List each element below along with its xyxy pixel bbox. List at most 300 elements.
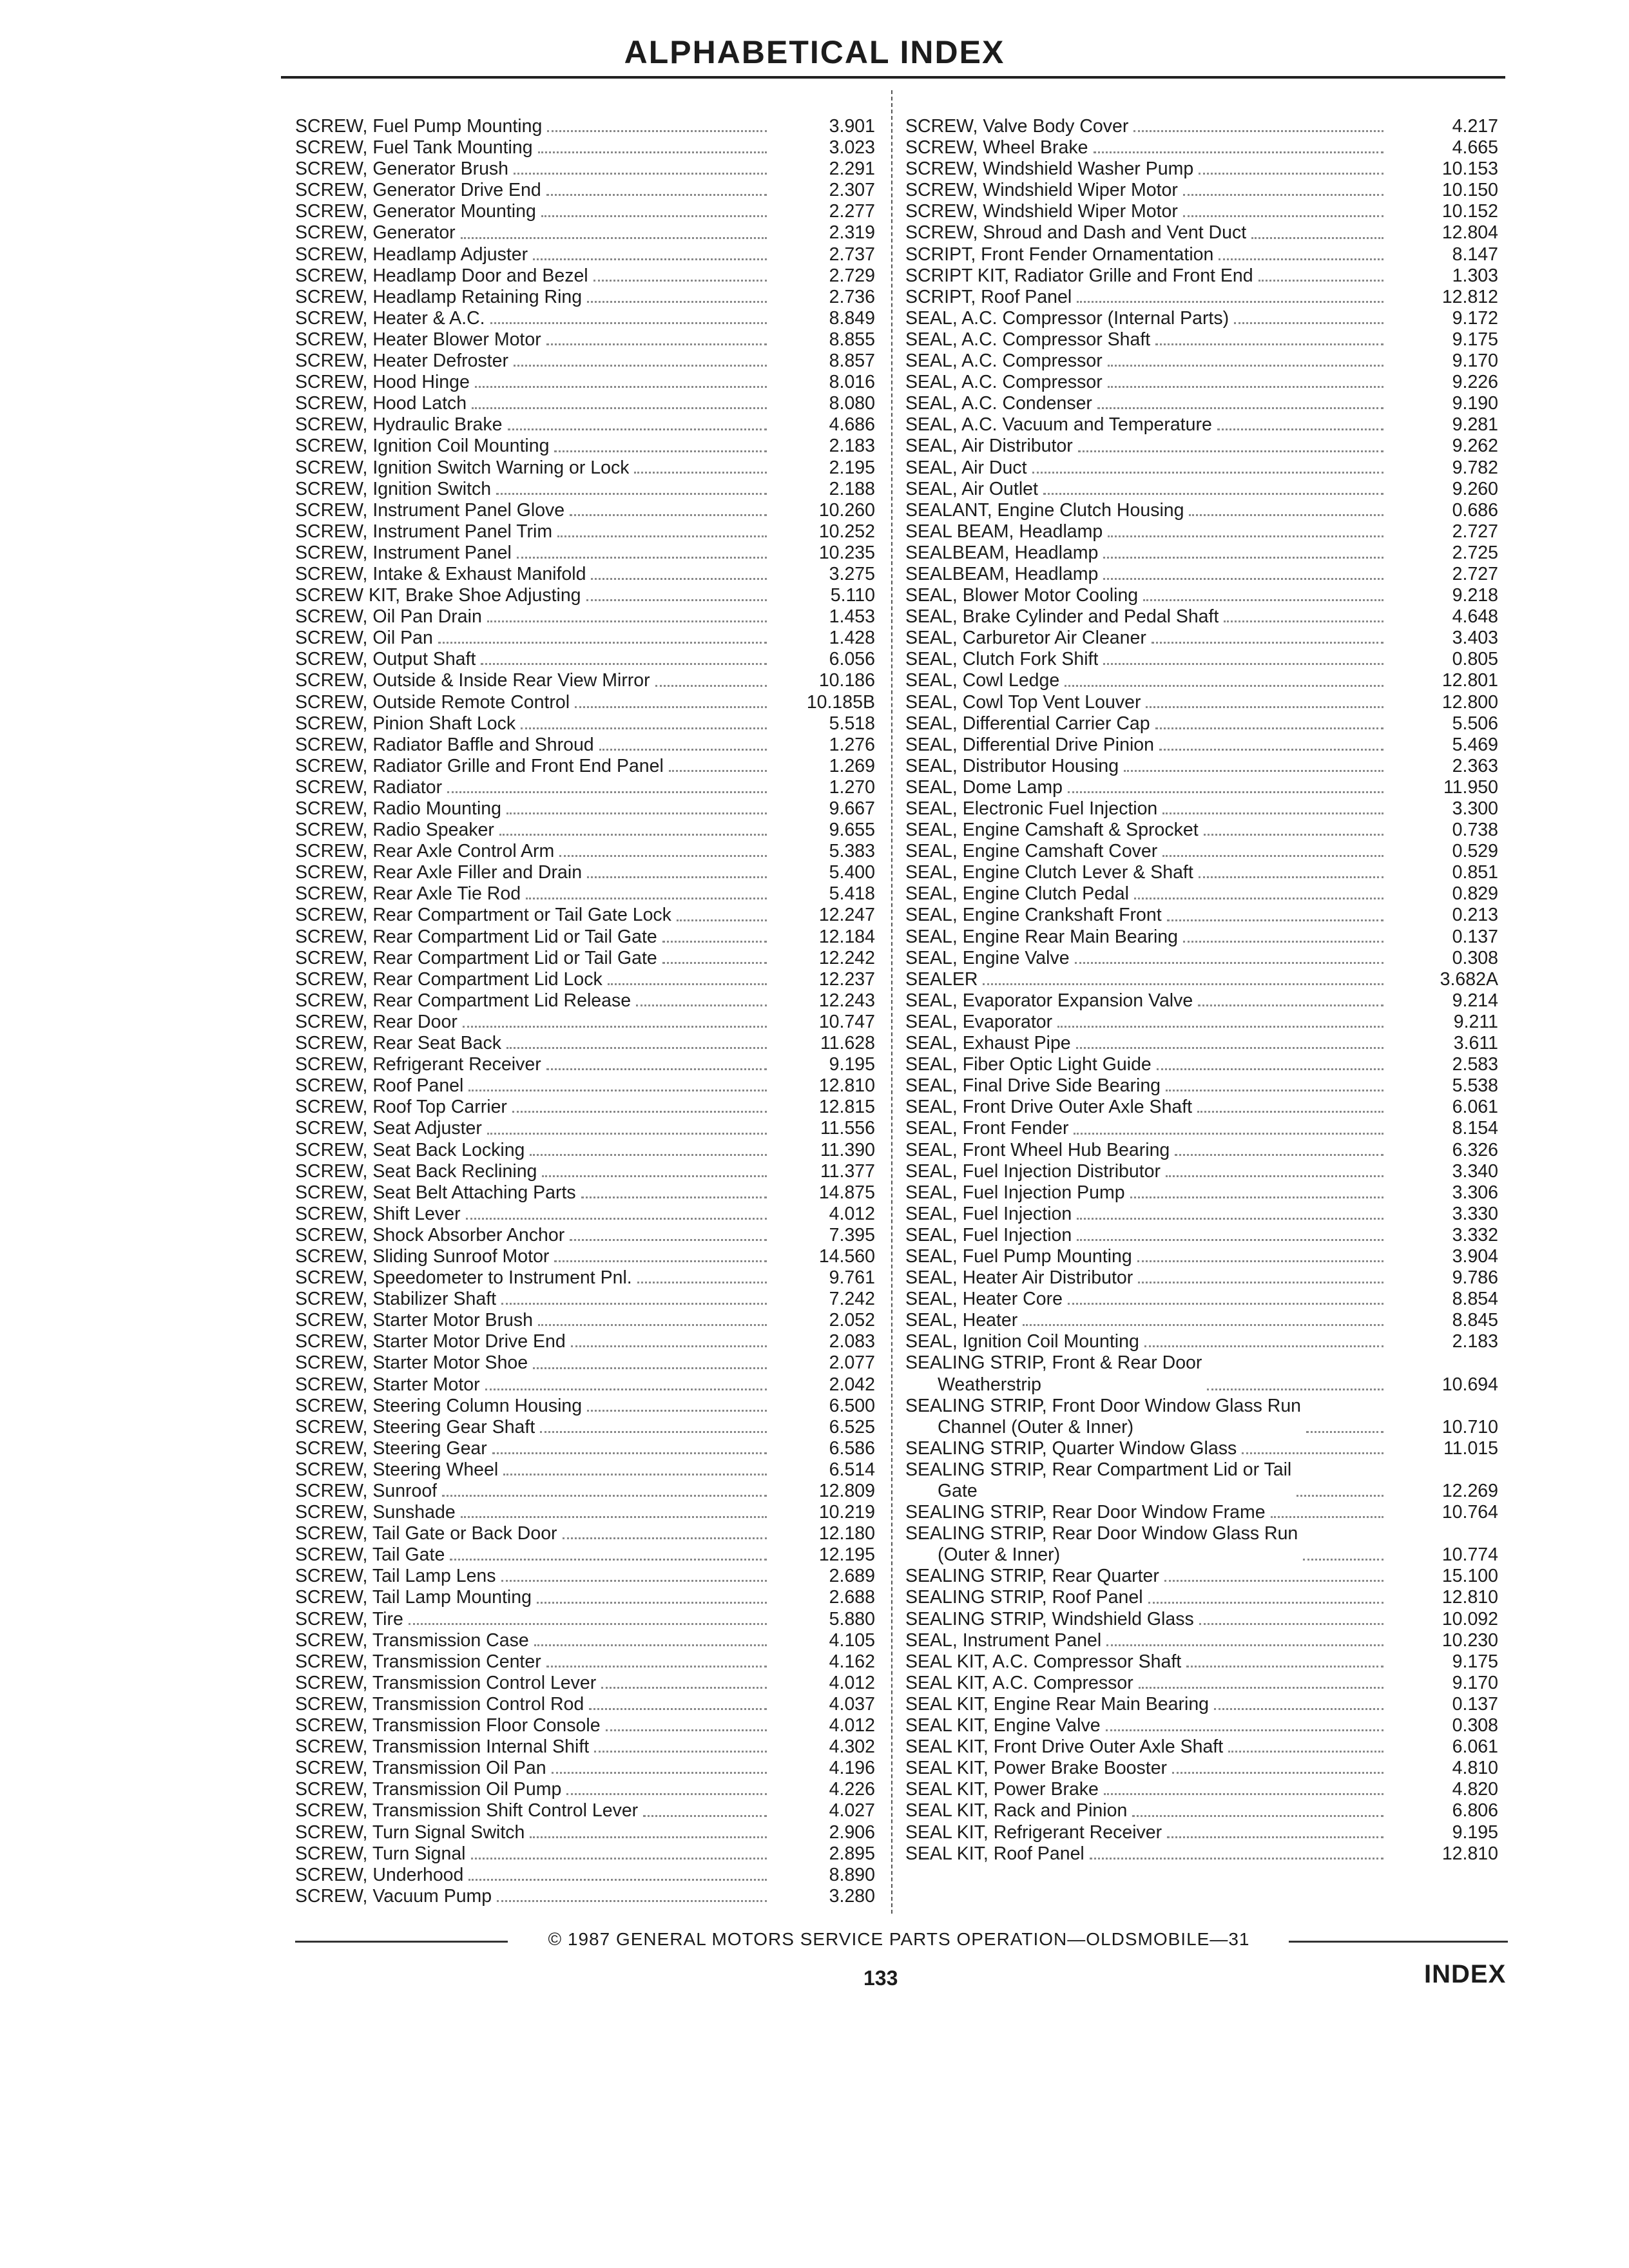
entry-name: SCREW, Steering Gear Shaft: [295, 1416, 535, 1437]
index-entry: [905, 905, 1498, 926]
entry-name: SCREW, Headlamp Retaining Ring: [295, 286, 583, 307]
entry-name: SCREW, Rear Door: [295, 1011, 458, 1032]
dot-leader: [1167, 1836, 1383, 1838]
index-entry: [905, 116, 1498, 137]
entry-name: SCREW, Shift Lever: [295, 1203, 461, 1224]
dot-leader: [1068, 1303, 1383, 1305]
index-entry: [905, 1097, 1498, 1118]
entry-name: SCREW, Stabilizer Shaft: [295, 1289, 497, 1310]
dot-leader: [587, 876, 767, 878]
index-entry: [295, 1673, 875, 1694]
entry-code: 10.694: [1441, 1374, 1498, 1395]
entry-code: 11.628: [820, 1033, 875, 1054]
entry-name: SCREW KIT, Brake Shoe Adjusting: [295, 585, 581, 606]
index-entry: [295, 841, 875, 862]
entry-code: 4.105: [829, 1629, 875, 1651]
index-entry: [905, 862, 1498, 883]
dot-leader: [1132, 1815, 1383, 1817]
index-entry: [295, 606, 875, 628]
dot-leader: [1104, 1793, 1383, 1795]
dot-leader: [599, 749, 767, 751]
entry-name: SEAL, Carburetor Air Cleaner: [905, 628, 1146, 649]
entry-name: SCREW, Oil Pan: [295, 628, 433, 649]
entry-name-block: [905, 1396, 1301, 1438]
entry-name: SEAL, Engine Rear Main Bearing: [905, 926, 1178, 947]
entry-name: SCREW, Roof Top Carrier: [295, 1097, 507, 1118]
entry-name: SEAL, Brake Cylinder and Pedal Shaft: [905, 606, 1219, 628]
index-entry: [295, 1822, 875, 1843]
index-entry: [295, 1502, 875, 1523]
entry-name: SCREW, Outside Remote Control: [295, 691, 570, 713]
entry-name: SEAL, A.C. Compressor Shaft: [905, 329, 1151, 350]
dot-leader: [1199, 876, 1383, 878]
entry-code: 2.737: [829, 244, 875, 265]
entry-code: 8.855: [829, 329, 875, 350]
dot-leader: [1303, 1559, 1383, 1561]
index-entry: [295, 990, 875, 1012]
index-entry: [905, 414, 1498, 436]
entry-code: 6.056: [829, 649, 875, 670]
entry-code: 6.806: [1452, 1800, 1498, 1821]
index-entry: [905, 713, 1498, 735]
entry-name: SEAL, Electronic Fuel Injection: [905, 798, 1158, 819]
entry-name: SCREW, Headlamp Door and Bezel: [295, 265, 588, 286]
entry-code: 0.137: [1452, 926, 1498, 947]
entry-name: SCREW, Ignition Switch: [295, 478, 492, 499]
entry-code: 1.276: [829, 734, 875, 755]
index-entry: [295, 1651, 875, 1673]
entry-code: 8.080: [829, 393, 875, 414]
entry-name: SCREW, Speedometer to Instrument Pnl.: [295, 1267, 632, 1289]
dot-leader: [606, 1729, 767, 1731]
index-entry: [295, 1843, 875, 1865]
index-entry: [295, 862, 875, 883]
entry-code: 5.400: [829, 862, 875, 883]
entry-name: SCREW, Roof Panel: [295, 1075, 464, 1097]
entry-code: 9.761: [829, 1267, 875, 1289]
dot-leader: [438, 642, 767, 644]
index-entry: [905, 1779, 1498, 1800]
entry-code: 9.190: [1452, 393, 1498, 414]
entry-code: 11.015: [1443, 1437, 1498, 1459]
entry-name: SEAL, Fuel Injection: [905, 1203, 1072, 1224]
entry-name: SEAL, Heater Core: [905, 1289, 1063, 1310]
index-entry: [295, 1331, 875, 1352]
entry-name: SEAL, Blower Motor Cooling: [905, 585, 1139, 606]
index-entry: [905, 1054, 1498, 1075]
entry-name: SEAL, Differential Carrier Cap: [905, 713, 1150, 734]
entry-name: SEAL, Fiber Optic Light Guide: [905, 1054, 1152, 1075]
header-rule: [281, 76, 1505, 79]
entry-name: SCREW, Rear Axle Control Arm: [295, 841, 555, 862]
entry-code: 10.230: [1441, 1629, 1498, 1651]
entry-code: 3.023: [829, 137, 875, 159]
dot-leader: [1139, 1687, 1383, 1689]
dot-leader: [1043, 493, 1383, 495]
index-entry: [295, 1438, 875, 1459]
entry-code: 4.012: [829, 1715, 875, 1736]
dot-leader: [1124, 770, 1383, 772]
entry-code: 9.281: [1452, 414, 1498, 436]
entry-name-block: [905, 1352, 1202, 1395]
entry-code: 7.395: [829, 1224, 875, 1245]
entry-code: 5.538: [1452, 1075, 1498, 1097]
entry-name: SCREW, Radiator Grille and Front End Panel: [295, 755, 664, 776]
index-entry: [295, 692, 875, 713]
entry-name: SEAL KIT, Power Brake: [905, 1779, 1099, 1800]
entry-code: 8.147: [1452, 244, 1498, 265]
dot-leader: [521, 727, 767, 729]
entry-code: 2.906: [829, 1821, 875, 1843]
entry-code: 4.226: [829, 1779, 875, 1800]
dot-leader: [1242, 1452, 1383, 1454]
entry-name: SEAL, Instrument Panel: [905, 1629, 1102, 1651]
entry-code: 1.303: [1452, 265, 1498, 286]
entry-name: SCREW, Underhood: [295, 1864, 464, 1885]
index-entry: [295, 735, 875, 756]
entry-code: 2.077: [829, 1352, 875, 1374]
index-entry: [295, 1886, 875, 1907]
entry-name: SCREW, Windshield Wiper Motor: [905, 180, 1178, 201]
entry-name: SEAL, A.C. Condenser: [905, 393, 1092, 414]
entry-name: SCREW, Ignition Switch Warning or Lock: [295, 457, 630, 478]
entry-code: 4.810: [1452, 1758, 1498, 1779]
index-entry: [905, 1118, 1498, 1139]
dot-leader: [1214, 1708, 1383, 1710]
entry-code: 8.849: [829, 307, 875, 329]
entry-code: 6.061: [1452, 1736, 1498, 1758]
dot-leader: [608, 983, 767, 985]
entry-code: 2.736: [829, 286, 875, 307]
entry-code: 3.306: [1452, 1182, 1498, 1203]
entry-name: SCREW, Transmission Oil Pump: [295, 1779, 562, 1800]
dot-leader: [468, 1090, 767, 1091]
entry-code: 10.747: [818, 1011, 875, 1032]
dot-leader: [496, 493, 767, 495]
entry-name: SEALBEAM, Headlamp: [905, 563, 1099, 584]
entry-code: 12.242: [818, 947, 875, 968]
dot-leader: [533, 1367, 767, 1369]
entry-name: SCREW, Heater Blower Motor: [295, 329, 541, 350]
section-label: INDEX: [1424, 1960, 1507, 1988]
dot-leader: [677, 919, 767, 921]
entry-name: SCREW, Turn Signal: [295, 1843, 466, 1864]
entry-code: 4.820: [1452, 1779, 1498, 1800]
entry-name: SEAL, Front Wheel Hub Bearing: [905, 1139, 1170, 1160]
entry-name: SEAL, Clutch Fork Shift: [905, 649, 1099, 670]
entry-name: SEALING STRIP, Rear Door Window Glass Run: [905, 1523, 1298, 1544]
entry-code: 4.217: [1452, 116, 1498, 137]
dot-leader: [506, 1047, 767, 1049]
index-column-left: [295, 116, 875, 1907]
entry-code: 2.895: [829, 1843, 875, 1864]
index-entry: [905, 1075, 1498, 1097]
index-entry: [905, 777, 1498, 798]
index-entry: [905, 841, 1498, 862]
dot-leader: [1146, 706, 1383, 708]
entry-name: SCREW, Tail Lamp Lens: [295, 1566, 496, 1587]
index-entry: [295, 1012, 875, 1033]
index-entry: [905, 1459, 1498, 1502]
entry-code: 3.904: [1452, 1245, 1498, 1267]
entry-code: 10.774: [1441, 1544, 1498, 1566]
dot-leader: [601, 1687, 767, 1689]
index-entry: [295, 329, 875, 351]
entry-code: 2.363: [1452, 755, 1498, 776]
entry-code: 1.270: [829, 776, 875, 798]
entry-name: SEAL, Evaporator Expansion Valve: [905, 990, 1193, 1011]
entry-code: 9.786: [1452, 1267, 1498, 1289]
dot-leader: [501, 1303, 767, 1305]
index-entry: [295, 1140, 875, 1161]
dot-leader: [1077, 1218, 1383, 1220]
dot-leader: [570, 1239, 767, 1241]
entry-code: 9.195: [1452, 1821, 1498, 1843]
entry-code: 2.291: [829, 159, 875, 180]
dot-leader: [1094, 151, 1384, 153]
index-entry: [295, 543, 875, 564]
entry-name: SEAL, Exhaust Pipe: [905, 1033, 1071, 1054]
index-entry: [905, 1225, 1498, 1246]
entry-code: 12.195: [818, 1544, 875, 1566]
index-entry: [295, 1459, 875, 1481]
index-entry: [295, 265, 875, 287]
index-entry: [295, 287, 875, 308]
dot-leader: [593, 280, 767, 282]
entry-code: 9.667: [829, 798, 875, 819]
index-entry: [905, 606, 1498, 628]
entry-name: SCREW, Generator Mounting: [295, 201, 536, 222]
index-entry: [905, 1843, 1498, 1865]
entry-name: SCREW, Output Shaft: [295, 649, 476, 670]
index-entry: [905, 457, 1498, 479]
dot-leader: [546, 1666, 767, 1667]
index-entry: [905, 1609, 1498, 1630]
dot-leader: [442, 1495, 767, 1497]
entry-code: 4.665: [1452, 137, 1498, 159]
index-entry: [905, 500, 1498, 521]
dot-leader: [669, 770, 767, 772]
entry-name-continued: (Outer & Inner): [938, 1544, 1061, 1566]
entry-name: SCREW, Seat Back Reclining: [295, 1160, 537, 1182]
entry-code: 0.805: [1452, 649, 1498, 670]
index-entry: [295, 927, 875, 948]
dot-leader: [1167, 919, 1383, 921]
dot-leader: [983, 983, 1383, 985]
index-entry: [295, 1054, 875, 1075]
entry-name: SEAL, A.C. Compressor: [905, 351, 1103, 372]
dot-leader: [517, 557, 767, 559]
index-entry: [295, 1566, 875, 1587]
dot-leader: [1068, 791, 1383, 793]
entry-code: 5.418: [829, 883, 875, 905]
index-entry: [295, 649, 875, 670]
dot-leader: [1219, 258, 1383, 260]
dot-leader: [1164, 1580, 1383, 1582]
index-entry: [295, 1865, 875, 1886]
entry-name: SCREW, Seat Adjuster: [295, 1118, 482, 1139]
entry-name: SCREW, Transmission Center: [295, 1651, 541, 1672]
entry-code: 8.154: [1452, 1118, 1498, 1139]
entry-code: 0.738: [1452, 820, 1498, 841]
dot-leader: [1130, 1196, 1383, 1198]
entry-code: 12.810: [1441, 1587, 1498, 1608]
dot-leader: [587, 301, 767, 303]
entry-name: SCREW, Outside & Inside Rear View Mirror: [295, 670, 650, 691]
entry-name-continued: Weatherstrip: [938, 1374, 1042, 1395]
entry-code: 0.137: [1452, 1693, 1498, 1715]
entry-name: SCREW, Rear Compartment Lid or Tail Gate: [295, 947, 657, 968]
entry-code: 3.275: [829, 563, 875, 584]
index-entry: [905, 222, 1498, 244]
entry-name: SCREW, Pinion Shaft Lock: [295, 713, 516, 734]
entry-name: SCRIPT, Roof Panel: [905, 286, 1072, 307]
dot-leader: [1078, 450, 1383, 452]
entry-name: SEAL, Fuel Injection Distributor: [905, 1160, 1161, 1182]
index-entry: [295, 1587, 875, 1608]
entry-code: 2.042: [829, 1374, 875, 1395]
entry-code: 10.092: [1441, 1608, 1498, 1629]
dot-leader: [1198, 1004, 1383, 1006]
index-entry: [905, 1396, 1498, 1438]
entry-code: 10.152: [1441, 201, 1498, 222]
index-entry: [905, 649, 1498, 670]
entry-name: SEAL KIT, Refrigerant Receiver: [905, 1821, 1162, 1843]
index-entry: [295, 180, 875, 201]
index-entry: [295, 521, 875, 543]
index-entry: [295, 1352, 875, 1374]
index-entry: [905, 159, 1498, 180]
entry-code: 10.219: [818, 1502, 875, 1523]
dot-leader: [475, 386, 767, 388]
entry-code: 4.012: [829, 1203, 875, 1224]
index-entry: [295, 1161, 875, 1182]
entry-name: SEAL, Engine Clutch Lever & Shaft: [905, 862, 1193, 883]
entry-name: SCREW, Tail Lamp Mounting: [295, 1587, 532, 1608]
dot-leader: [636, 1004, 767, 1006]
dot-leader: [1076, 1047, 1383, 1049]
footer-rule-right: [1289, 1941, 1508, 1943]
dot-leader: [487, 620, 767, 622]
entry-name: SCREW, Hood Latch: [295, 393, 467, 414]
dot-leader: [1090, 1858, 1383, 1860]
index-entry: [905, 990, 1498, 1012]
entry-name: SEAL, Heater: [905, 1310, 1018, 1331]
entry-code: 10.764: [1441, 1502, 1498, 1523]
dot-leader: [563, 1537, 767, 1539]
index-entry: [295, 1225, 875, 1246]
entry-name: SEAL, Differential Drive Pinion: [905, 734, 1154, 755]
entry-code: 6.061: [1452, 1097, 1498, 1118]
dot-leader: [1224, 620, 1383, 622]
index-entry: [295, 948, 875, 969]
entry-name: SCREW, Rear Compartment Lid Release: [295, 990, 631, 1011]
entry-code: 12.815: [818, 1097, 875, 1118]
entry-code: 3.330: [1452, 1203, 1498, 1224]
dot-leader: [1217, 428, 1383, 430]
dot-leader: [1106, 1644, 1383, 1646]
entry-code: 12.180: [818, 1523, 875, 1544]
entry-code: 3.403: [1452, 628, 1498, 649]
index-entry: [905, 756, 1498, 777]
index-entry: [905, 393, 1498, 414]
dot-leader: [662, 941, 767, 943]
index-entry: [295, 1374, 875, 1396]
entry-name: SCREW, Refrigerant Receiver: [295, 1054, 541, 1075]
index-entry: [905, 1352, 1498, 1395]
entry-name: SCREW, Windshield Washer Pump: [905, 159, 1194, 180]
index-entry: [295, 1630, 875, 1651]
dot-leader: [541, 215, 767, 217]
index-entry: [295, 1715, 875, 1736]
index-entry: [905, 543, 1498, 564]
dot-leader: [481, 663, 767, 665]
entry-code: 6.500: [829, 1395, 875, 1416]
dot-leader: [506, 812, 767, 814]
entry-name: SCREW, Starter Motor Drive End: [295, 1331, 566, 1352]
index-entry: [905, 1651, 1498, 1673]
dot-leader: [1166, 1090, 1383, 1091]
index-entry: [905, 372, 1498, 393]
index-entry: [295, 1736, 875, 1758]
entry-code: 0.851: [1452, 862, 1498, 883]
index-entry: [905, 137, 1498, 159]
entry-name: SEAL, A.C. Compressor: [905, 372, 1103, 393]
index-entry: [905, 244, 1498, 265]
index-entry: [905, 1736, 1498, 1758]
entry-code: 8.854: [1452, 1289, 1498, 1310]
index-entry: [905, 1694, 1498, 1715]
entry-code: 10.260: [818, 499, 875, 521]
dot-leader: [538, 151, 767, 153]
dot-leader: [1207, 1389, 1383, 1390]
entry-name: SEAL KIT, A.C. Compressor: [905, 1672, 1133, 1693]
entry-code: 0.308: [1452, 1715, 1498, 1736]
index-entry: [905, 564, 1498, 585]
index-entry: [905, 1502, 1498, 1523]
entry-code: 11.390: [820, 1139, 875, 1160]
entry-code: 2.195: [829, 457, 875, 478]
dot-leader: [566, 1793, 767, 1795]
dot-leader: [587, 1410, 767, 1412]
entry-name: SEAL, Fuel Injection: [905, 1224, 1072, 1245]
dot-leader: [1159, 749, 1383, 751]
entry-code: 8.016: [829, 372, 875, 393]
index-entry: [295, 798, 875, 820]
index-entry: [905, 1012, 1498, 1033]
entry-code: 12.809: [818, 1481, 875, 1501]
entry-code: 2.729: [829, 265, 875, 286]
entry-code: 9.170: [1452, 351, 1498, 372]
dot-leader: [1296, 1495, 1383, 1497]
entry-code: 3.901: [829, 116, 875, 137]
entry-name: SCREW, Steering Column Housing: [295, 1395, 583, 1416]
index-entry: [905, 798, 1498, 820]
index-entry: [295, 1523, 875, 1544]
entry-name: SCREW, Seat Back Locking: [295, 1139, 525, 1160]
entry-code: 0.829: [1452, 883, 1498, 905]
entry-name: SEAL KIT, Rack and Pinion: [905, 1800, 1128, 1821]
dot-leader: [1199, 173, 1383, 175]
entry-code: 12.804: [1441, 222, 1498, 244]
dot-leader: [655, 685, 767, 687]
entry-name: SEAL, Heater Air Distributor: [905, 1267, 1133, 1289]
dot-leader: [570, 514, 767, 516]
index-entry: [905, 1331, 1498, 1352]
entry-code: 6.586: [829, 1437, 875, 1459]
index-entry: [295, 351, 875, 372]
index-entry: [295, 159, 875, 180]
